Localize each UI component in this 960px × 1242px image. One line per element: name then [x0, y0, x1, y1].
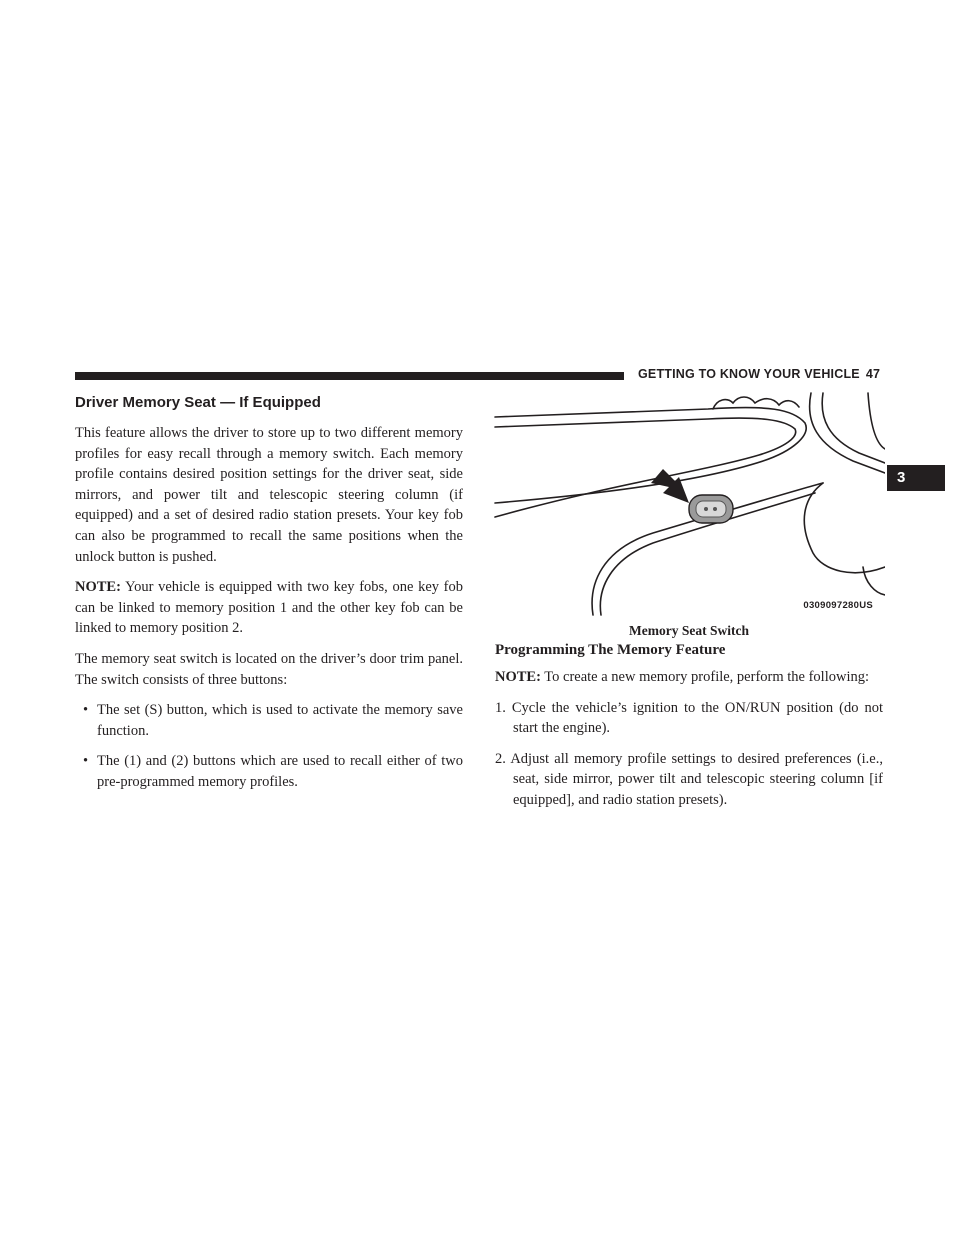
pointer-arrow-icon: [651, 469, 689, 503]
list-item: • The set (S) button, which is used to activate the memory save function.: [83, 702, 463, 739]
note-label: NOTE:: [75, 579, 121, 596]
running-header: [638, 367, 888, 381]
chapter-tab: 3: [887, 465, 945, 491]
list-item: • The (1) and (2) buttons which are used to recall either of two pre-programmed memory profiles.: [83, 753, 463, 790]
step-list: [495, 698, 883, 811]
button-list: [75, 700, 463, 792]
section-heading: Driver Memory Seat — If Equipped: [75, 394, 321, 411]
note-label: NOTE:: [495, 669, 541, 685]
figure-caption: Memory Seat Switch: [629, 623, 749, 638]
intro-paragraph: This feature allows the driver to store up to two different memory profiles for easy recall through a memory switch. Each memory profile contains desired position settings for the driver seat, side mirrors, and power tilt and telescopic steering column (if equipped) and a set of desired radio station presets. Your key fob can also be programmed to recall the same positions when the unlock button is pushed.: [75, 425, 463, 565]
memory-switch-icon: [689, 495, 733, 523]
figure-code: 0309097280US: [803, 600, 873, 611]
note-text: Your vehicle is equipped with two key fobs, one key fob can be linked to memory position 1 and the other key fob can be linked to memory position 2.: [75, 579, 464, 637]
memory-seat-switch-figure: [493, 383, 885, 623]
left-column: [75, 393, 463, 803]
note-paragraph: [495, 667, 883, 688]
door-trim-illustration: [493, 383, 885, 623]
page-number: 47: [865, 367, 881, 381]
section-title: GETTING TO KNOW YOUR VEHICLE: [638, 367, 860, 381]
bullet-icon: •: [83, 753, 89, 770]
header-rule: [75, 372, 624, 380]
note-paragraph: [75, 577, 463, 639]
bullet-icon: •: [83, 702, 89, 719]
list-item: 2. Adjust all memory profile settings to desired preferences (i.e., seat, side mirror, power tilt and telescopic steering column [if equipped], and radio station presets).: [495, 750, 883, 808]
note-text: To create a new memory profile, perform the following:: [544, 669, 870, 685]
list-item: 1. Cycle the vehicle’s ignition to the ON/RUN position (do not start the engine).: [495, 699, 883, 737]
right-column: [495, 640, 883, 821]
switch-location-paragraph: The memory seat switch is located on the driver’s door trim panel. The switch consists of three buttons:: [75, 650, 463, 688]
subsection-heading: Programming The Memory Feature: [495, 642, 726, 658]
